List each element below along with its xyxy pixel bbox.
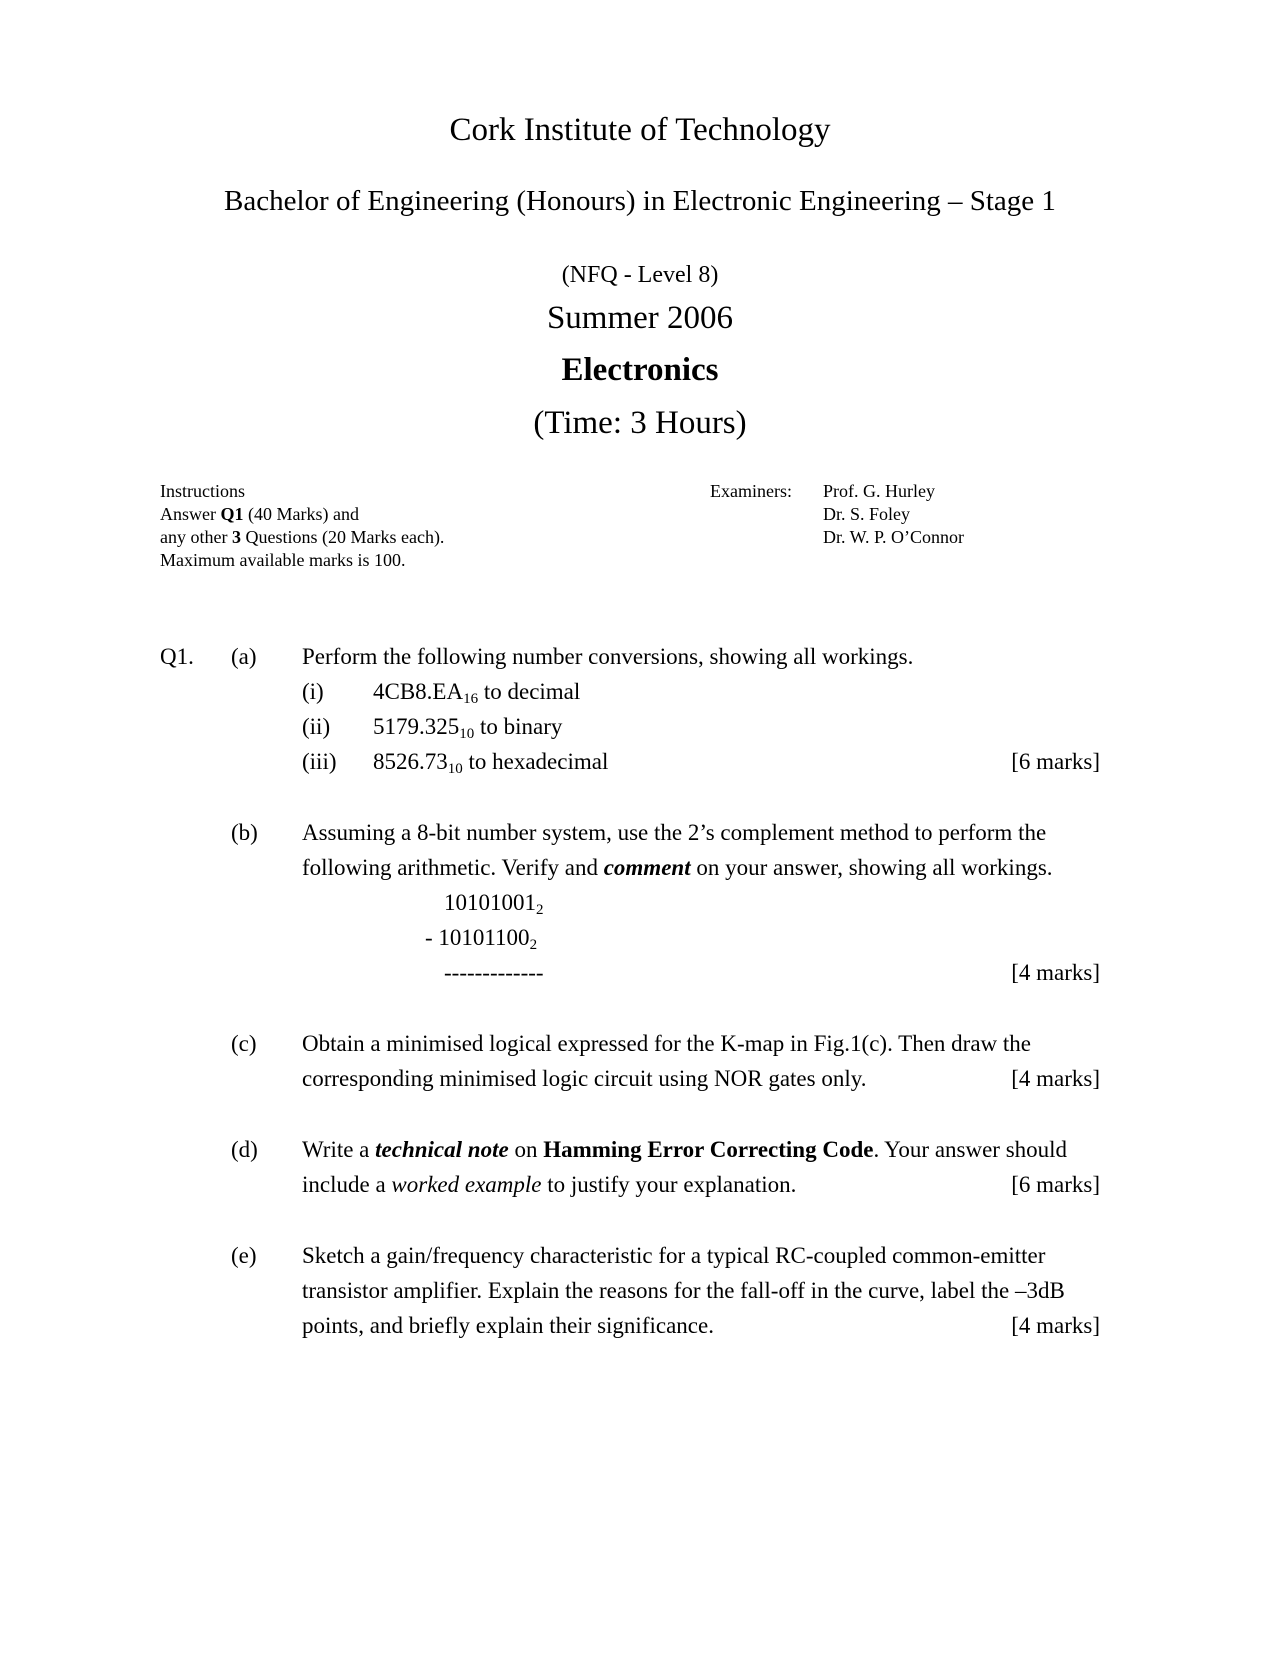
part-d-emphasis: technical note bbox=[375, 1137, 509, 1162]
part-d-text: . Your answer should bbox=[873, 1137, 1068, 1162]
part-d-label: (d) bbox=[231, 1137, 258, 1162]
binary-value: - 10101100 bbox=[425, 925, 530, 950]
part-d-line-2 bbox=[302, 1170, 796, 1200]
part-d-text: Write a bbox=[302, 1137, 376, 1162]
binary-value: 10101001 bbox=[444, 890, 536, 915]
examiner-name: Dr. S. Foley bbox=[823, 504, 911, 524]
number-value: 4CB8.EA bbox=[373, 679, 464, 704]
subtrahend bbox=[425, 923, 537, 953]
instructions-line-1 bbox=[160, 503, 444, 526]
part-d-line-1 bbox=[302, 1135, 1067, 1165]
subpart-ii-label: (ii) bbox=[302, 714, 331, 739]
part-b-label: (b) bbox=[231, 820, 258, 845]
part-e-line-1: Sketch a gain/frequency characteristic for a typical RC-coupled common-emitter bbox=[302, 1243, 1046, 1268]
subpart-iii-text bbox=[373, 747, 608, 777]
instr-bold: 3 bbox=[231, 527, 241, 547]
part-b-line-2 bbox=[302, 853, 1053, 883]
subpart-ii-text bbox=[373, 712, 562, 742]
subpart-i-label: (i) bbox=[302, 679, 324, 704]
part-e-marks: [4 marks] bbox=[1011, 1313, 1100, 1338]
examiner-name: Prof. G. Hurley bbox=[823, 481, 935, 501]
subpart-iii-label: (iii) bbox=[302, 749, 337, 774]
question-number: Q1. bbox=[160, 644, 194, 669]
instructions-line-3: Maximum available marks is 100. bbox=[160, 550, 406, 570]
part-b-line-1: Assuming a 8-bit number system, use the 2’s complement method to perform the bbox=[302, 820, 1047, 845]
instr-text: Questions (20 Marks each). bbox=[240, 527, 445, 547]
part-c-line-2: corresponding minimised logic circuit using NOR gates only. bbox=[302, 1066, 867, 1091]
institute-title: Cork Institute of Technology bbox=[449, 112, 831, 148]
conversion-target: to hexadecimal bbox=[462, 749, 609, 774]
instructions-line-2 bbox=[160, 526, 444, 549]
part-e-label: (e) bbox=[231, 1243, 257, 1268]
instr-bold: Q1 bbox=[220, 504, 244, 524]
part-d-emphasis: worked example bbox=[391, 1172, 542, 1197]
part-d-text: include a bbox=[302, 1172, 392, 1197]
number-base: 2 bbox=[529, 937, 538, 953]
number-base: 16 bbox=[463, 691, 479, 707]
part-b-text: on your answer, showing all workings. bbox=[690, 855, 1053, 880]
number-base: 10 bbox=[459, 726, 475, 742]
part-b-text: following arithmetic. Verify and bbox=[302, 855, 604, 880]
part-c-marks: [4 marks] bbox=[1011, 1066, 1100, 1091]
exam-duration: (Time: 3 Hours) bbox=[533, 405, 747, 441]
part-d-text: on bbox=[508, 1137, 544, 1162]
part-b-emphasis: comment bbox=[603, 855, 691, 880]
instructions-heading: Instructions bbox=[160, 481, 245, 501]
instructions-block bbox=[160, 480, 444, 572]
part-a-label: (a) bbox=[231, 644, 257, 669]
part-a-text: Perform the following number conversions, showing all workings. bbox=[302, 644, 914, 669]
instr-text: Answer bbox=[160, 504, 221, 524]
part-c-label: (c) bbox=[231, 1031, 257, 1056]
examiners-label: Examiners: bbox=[710, 481, 792, 501]
number-base: 10 bbox=[447, 761, 463, 777]
subject-title: Electronics bbox=[561, 352, 719, 388]
number-base: 2 bbox=[536, 902, 544, 918]
minuend bbox=[444, 888, 544, 918]
nfq-level: (NFQ - Level 8) bbox=[561, 262, 719, 288]
examiner-name: Dr. W. P. O’Connor bbox=[823, 527, 965, 547]
number-value: 5179.325 bbox=[373, 714, 460, 739]
instr-text: (40 Marks) and bbox=[243, 504, 359, 524]
part-d-marks: [6 marks] bbox=[1011, 1172, 1100, 1197]
part-e-line-2: transistor amplifier. Explain the reasons for the fall-off in the curve, label the –3dB bbox=[302, 1278, 1065, 1303]
subpart-i-text bbox=[373, 677, 580, 707]
conversion-target: to binary bbox=[474, 714, 563, 739]
exam-session: Summer 2006 bbox=[546, 300, 734, 336]
part-c-line-1: Obtain a minimised logical expressed for the K-map in Fig.1(c). Then draw the bbox=[302, 1031, 1031, 1056]
result-rule: ------------- bbox=[444, 960, 544, 985]
part-e-line-3: points, and briefly explain their significance. bbox=[302, 1313, 714, 1338]
examiners-list bbox=[823, 480, 964, 549]
programme-title: Bachelor of Engineering (Honours) in Electronic Engineering – Stage 1 bbox=[224, 185, 1056, 217]
part-a-marks: [6 marks] bbox=[1011, 749, 1100, 774]
part-b-marks: [4 marks] bbox=[1011, 960, 1100, 985]
part-d-text: to justify your explanation. bbox=[541, 1172, 797, 1197]
conversion-target: to decimal bbox=[478, 679, 581, 704]
part-d-topic: Hamming Error Correcting Code bbox=[543, 1137, 874, 1162]
instr-text: any other bbox=[160, 527, 232, 547]
number-value: 8526.73 bbox=[373, 749, 448, 774]
